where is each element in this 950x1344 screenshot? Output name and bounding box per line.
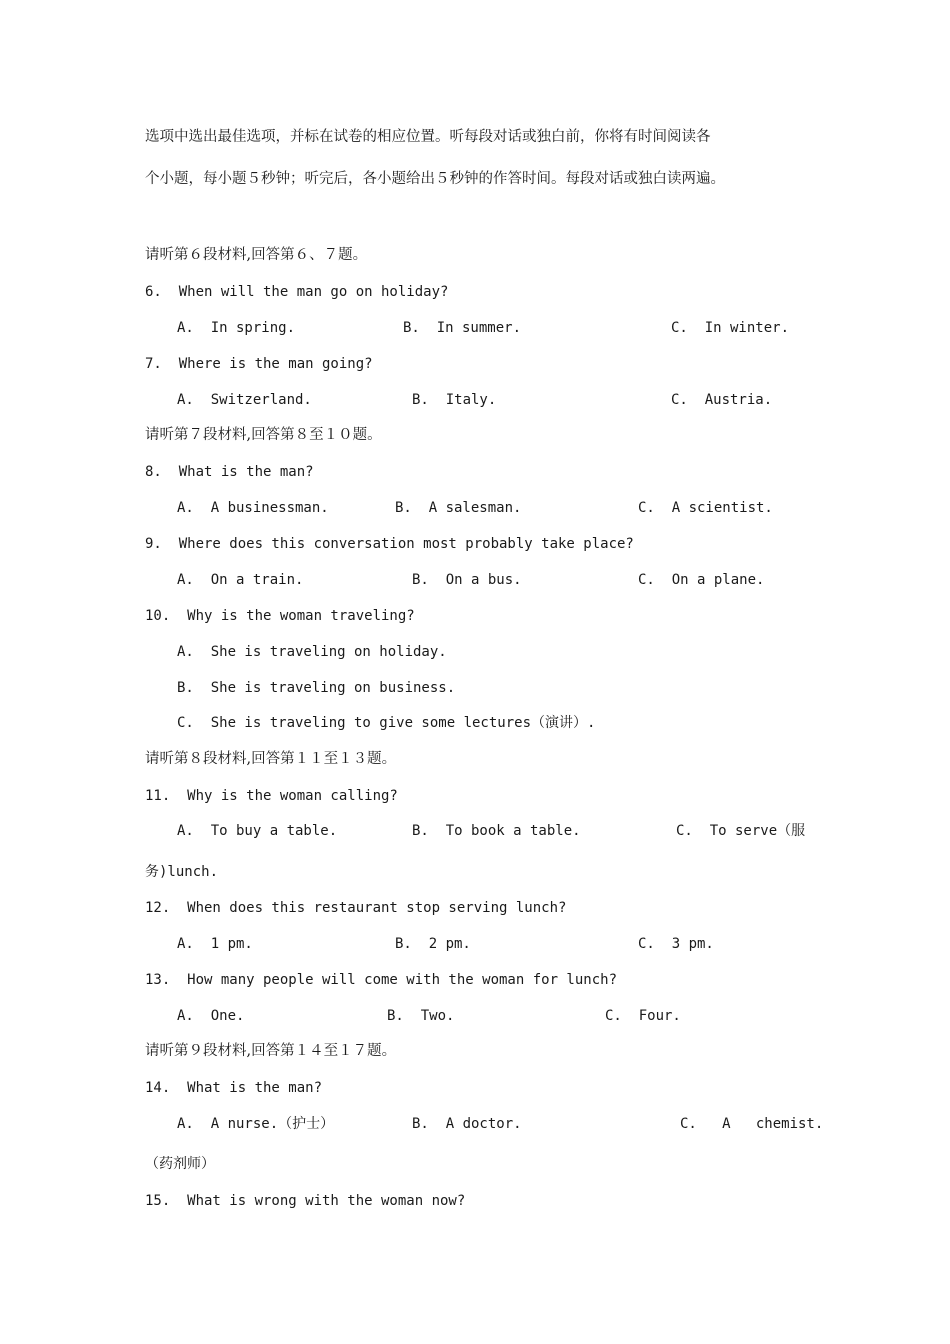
question-11: 11. Why is the woman calling?: [145, 788, 398, 804]
q6-option-c: C. In winter.: [671, 320, 790, 336]
q11-option-c: C. To serve（服: [676, 823, 806, 839]
q8-option-c: C. A scientist.: [638, 500, 773, 516]
intro-line-1: 选项中选出最佳选项，并标在试卷的相应位置。听每段对话或独白前，你将有时间阅读各: [145, 129, 711, 145]
question-15: 15. What is wrong with the woman now?: [145, 1193, 466, 1209]
section-7-heading: 请听第７段材料,回答第８至１０题。: [145, 427, 382, 443]
q9-option-a: A. On a train.: [177, 572, 304, 588]
q10-option-c: C. She is traveling to give some lectures（演讲）.: [177, 715, 596, 731]
q8-option-b: B. A salesman.: [395, 500, 522, 516]
q11-option-c-continued: 务)lunch.: [145, 864, 219, 880]
q13-option-a: A. One.: [177, 1008, 245, 1024]
question-6: 6. When will the man go on holiday?: [145, 284, 449, 300]
q12-option-a: A. 1 pm.: [177, 936, 253, 952]
q6-option-a: A. In spring.: [177, 320, 296, 336]
question-12: 12. When does this restaurant stop serving lunch?: [145, 900, 567, 916]
q9-option-c: C. On a plane.: [638, 572, 765, 588]
question-13: 13. How many people will come with the woman for lunch?: [145, 972, 618, 988]
question-8: 8. What is the man?: [145, 464, 314, 480]
q14-option-c: C. A chemist.: [680, 1116, 824, 1132]
q14-option-a: A. A nurse.（护士）: [177, 1116, 335, 1132]
q13-option-c: C. Four.: [605, 1008, 681, 1024]
q7-option-c: C. Austria.: [671, 392, 773, 408]
q14-option-b: B. A doctor.: [412, 1116, 522, 1132]
q12-option-b: B. 2 pm.: [395, 936, 471, 952]
q10-option-b: B. She is traveling on business.: [177, 680, 456, 696]
q13-option-b: B. Two.: [387, 1008, 455, 1024]
section-8-heading: 请听第８段材料,回答第１１至１３题。: [145, 751, 397, 767]
q14-option-c-continued: （药剂师）: [145, 1156, 215, 1172]
question-14: 14. What is the man?: [145, 1080, 323, 1096]
question-9: 9. Where does this conversation most probably take place?: [145, 536, 634, 552]
question-7: 7. Where is the man going?: [145, 356, 373, 372]
q12-option-c: C. 3 pm.: [638, 936, 714, 952]
q6-option-b: B. In summer.: [403, 320, 522, 336]
section-9-heading: 请听第９段材料,回答第１４至１７题。: [145, 1043, 397, 1059]
q8-option-a: A. A businessman.: [177, 500, 329, 516]
intro-line-2: 个小题，每小题５秒钟；听完后，各小题给出５秒钟的作答时间。每段对话或独白读两遍。: [145, 171, 725, 187]
question-10: 10. Why is the woman traveling?: [145, 608, 415, 624]
q7-option-a: A. Switzerland.: [177, 392, 312, 408]
q7-option-b: B. Italy.: [412, 392, 497, 408]
section-6-heading: 请听第６段材料,回答第６、７题。: [145, 247, 368, 263]
q10-option-a: A. She is traveling on holiday.: [177, 644, 447, 660]
q11-option-b: B. To book a table.: [412, 823, 581, 839]
q9-option-b: B. On a bus.: [412, 572, 522, 588]
q11-option-a: A. To buy a table.: [177, 823, 338, 839]
